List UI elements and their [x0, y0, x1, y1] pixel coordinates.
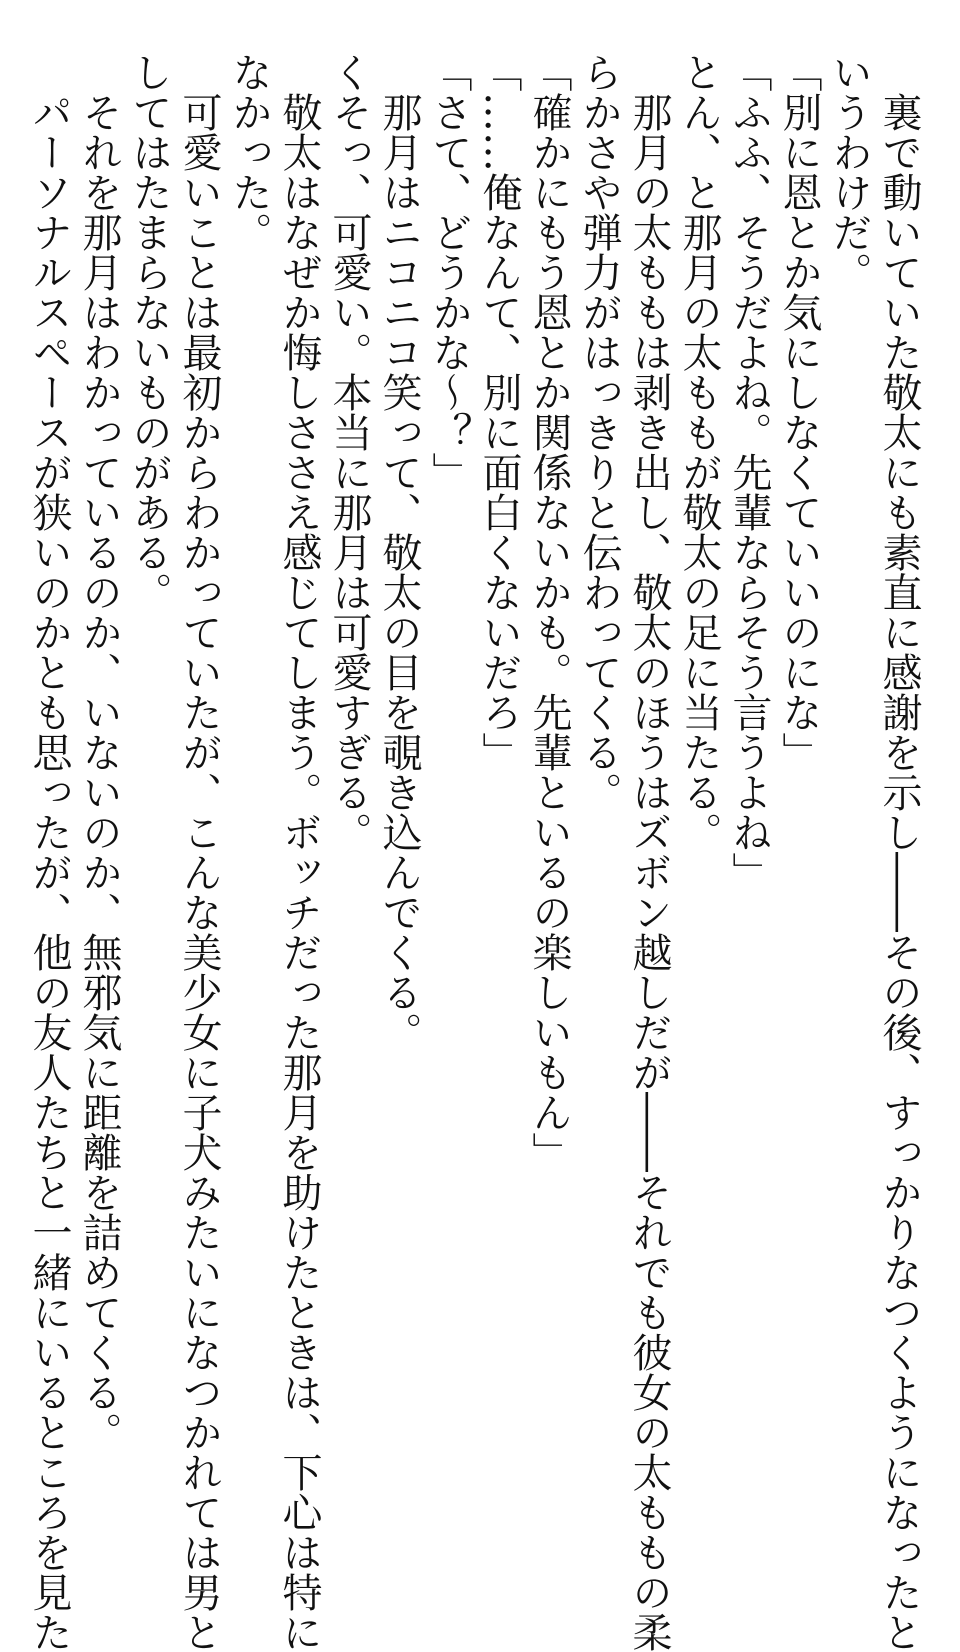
text-line-2: いうわけだ。: [826, 52, 872, 292]
vertical-text-body: [24, 52, 924, 1652]
text-line-4: 「ふふ、そうだよね。先輩ならそう言うよね」: [726, 52, 772, 892]
text-line-12: くそっ、可愛い。本当に那月は可愛すぎる。: [326, 52, 372, 852]
text-line-7: らかさや弾力がはっきりと伝わってくる。: [576, 52, 622, 812]
text-line-10: 「さて、どうかな～？」: [426, 52, 472, 492]
text-line-14: なかった。: [226, 52, 272, 252]
text-line-5: とん、と那月の太ももが敬太の足に当たる。: [676, 52, 722, 852]
text-line-16: してはたまらないものがある。: [126, 52, 172, 612]
text-line-15: 可愛いことは最初からわかっていたが、こんな美少女に子犬みたいになつかれては男と: [176, 52, 222, 1652]
text-line-17: それを那月はわかっているのか、いないのか、無邪気に距離を詰めてくる。: [76, 52, 122, 1452]
text-line-9: 「……俺なんて、別に面白くないだろ」: [476, 52, 522, 772]
text-line-6: 那月の太ももは剥き出し、敬太のほうはズボン越しだが――それでも彼女の太ももの柔: [626, 52, 672, 1652]
text-line-18: パーソナルスペースが狭いのかとも思ったが、他の友人たちと一緒にいるところを見た: [26, 52, 72, 1652]
text-line-3: 「別に恩とか気にしなくていいのにな」: [776, 52, 822, 772]
text-line-13: 敬太はなぜか悔しささえ感じてしまう。ボッチだった那月を助けたときは、下心は特に: [276, 52, 322, 1652]
text-line-1: 裏で動いていた敬太にも素直に感謝を示し――その後、すっかりなつくようになったと: [876, 52, 922, 1652]
text-line-8: 「確かにもう恩とか関係ないかも。先輩といるの楽しいもん」: [526, 52, 572, 1172]
text-line-11: 那月はニコニコ笑って、敬太の目を覗き込んでくる。: [376, 52, 422, 1052]
